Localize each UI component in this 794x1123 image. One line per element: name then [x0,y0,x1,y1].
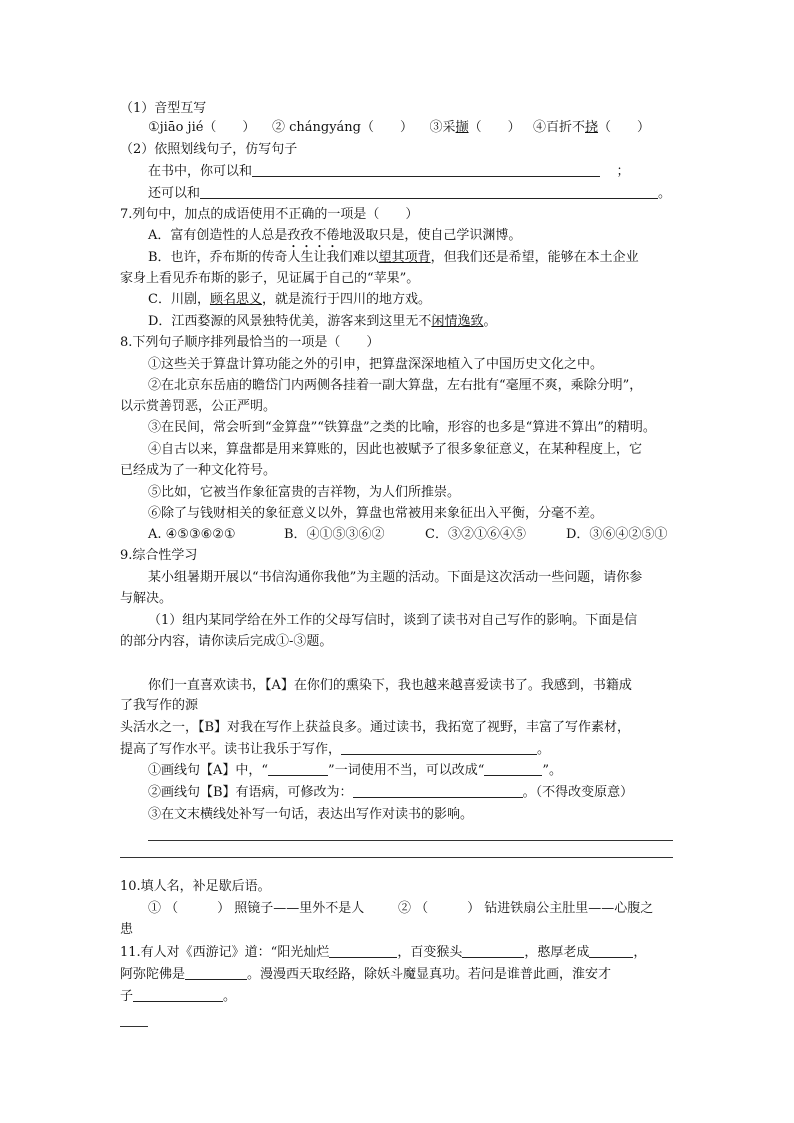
q9-part1-cont: 的部分内容，请你读后完成①-③题。 [120,634,333,649]
q6-sub1-title: （1）音型互写 [120,101,207,116]
q7-option-a [148,227,521,251]
q6-item-4-blank: （ ） [598,120,651,135]
q8-sentence-2: ②在北京东岳庙的瞻岱门内两侧各挂着一副大算盘，左右批有“毫厘不爽，乘除分明”， [148,378,643,393]
q11-blank-4[interactable] [185,966,247,980]
q6-item-4-underlined: 挠 [585,120,599,135]
q7-c-rest: ，就是流行于四川的地方戏。 [261,292,431,307]
q11-line3 [120,988,236,1006]
q9-qa-blank-1[interactable] [268,762,328,776]
q11-blank-1[interactable] [329,944,397,958]
q9-qa-text2: ”一词使用不当，可以改成“ [328,763,485,778]
q9-part1: （1）组内某同学给在外工作的父母写信时，谈到了读书对自己写作的影响。下面是信 [148,613,638,628]
q10-item-1: ① （ ） 照镜子——里外不是人 [148,901,365,916]
q11-blank-2[interactable] [462,944,524,958]
q11-line1 [120,944,646,962]
q7-option-b-cont: 家身上看见乔布斯的影子，见证属于自己的“苹果”。 [120,271,420,286]
q7-b-text: B．也许，乔布斯的传奇人生让我们难以 [148,250,379,265]
q11-l2-b: 。漫漫西天取经路，除妖斗魔显真功。若问是谁普此画，淮安才 [247,967,612,982]
q8-stem: 8.下列句子顺序排列最恰当的一项是（ ） [120,335,380,350]
q9-question-b [148,784,633,802]
q8-sentence-3: ③在民间，常会听到“金算盘”“铁算盘”之类的比喻，形容的也多是“算进不算出”的精明。 [148,420,656,435]
q6-line1-blank[interactable] [252,163,600,177]
q9-qa-end: ”。 [542,763,562,778]
q8-option-a: A. ④⑤③⑥②① [148,527,236,542]
q7-d-text: D．江西婺源的风景独特优美，游客来到这里无不 [148,314,432,329]
q9-intro-cont: 与解决。 [120,591,173,606]
q11-l1-a: 11.有人对《西游记》道：“阳光灿烂 [120,945,330,960]
q11-l1-d: ， [633,945,647,960]
q6-line1-prefix: 在书中，你可以和 [148,164,253,179]
q7-option-b [148,249,639,267]
q10-stem: 10.填人名，补足歇后语。 [120,879,271,894]
q7-option-c [148,291,431,309]
q7-a-idiom: 孜孜不倦 [287,228,340,243]
q9-letter4-end: 。 [537,742,551,757]
q9-qa-blank-2[interactable] [484,762,542,776]
q7-d-idiom: 闲情逸致 [431,314,484,329]
q9-letter-line1: 你们一直喜欢读书，【A】在你们的熏染下，我也越来越喜爱读书了。我感到，书籍成 [148,678,632,693]
q7-d-rest: 。 [483,314,497,329]
q6-line2-prefix: 还可以和 [148,186,201,201]
q7-c-text: C．川剧， [148,292,210,307]
q9-qb-blank[interactable] [353,784,523,798]
q6-line1 [148,163,630,181]
q10-item-2-cont: 患 [120,922,134,937]
q6-line2-end: 。 [658,186,672,201]
q6-item-3-underlined: 撷 [455,120,469,135]
q6-line2 [148,185,671,203]
q11-l3-b: 。 [223,989,237,1004]
q11-l3-a: 子 [120,989,134,1004]
q7-b-idiom: 望其项背 [378,250,431,265]
q7-c-idiom: 顾名思义 [209,292,262,307]
q9-letter-blank[interactable] [341,741,537,755]
q9-qb-end: 。（不得改变原意） [522,785,634,800]
q6-line1-end: ； [616,164,630,179]
q9-letter-line3: 头活水之一，【B】对我在写作上获益良多。通过读书，我拓宽了视野，丰富了写作素材， [120,720,631,735]
q7-stem: 7.列句中，加点的成语使用不正确的一项是（ ） [120,207,419,222]
q8-option-c: C．③②①⑥④⑤ [425,527,526,542]
q10-item-2: ② （ ） 钻进铁扇公主肚里——心腹之 [398,901,654,916]
q8-option-b: B．④①⑤③⑥② [284,527,385,542]
q7-a-text: A．富有创造性的人总是 [148,228,288,243]
q6-item-4: ④百折不 [532,120,585,135]
q11-l1-b: ，百变猴头 [397,945,463,960]
q6-item-2: ② chángyáng（ ） [271,120,413,135]
q6-sub1-items [148,119,650,137]
q9-qb-text: ②画线句【B】有语病，可修改为： [148,785,353,800]
q7-b-rest: ，但我们还是希望，能够在本土企业 [430,250,639,265]
q8-option-d: D．③⑥④②⑤① [566,527,668,542]
q9-letter4-text: 提高了写作水平。读书让我乐于写作， [120,742,342,757]
q11-line2 [120,966,611,984]
q6-item-1: ①jiāo jié（ ） [148,120,256,135]
q8-sentence-4: ④自古以来，算盘都是用来算账的，因此也被赋予了很多象征意义，在某种程度上，它 [148,442,643,457]
q11-blank-5[interactable] [133,988,223,1002]
q9-question-a [148,762,562,780]
q9-letter-line2: 了我写作的源 [120,698,199,713]
q6-item-3: ③采 [429,120,456,135]
q9-qa-text: ①画线句【A】中，“ [148,763,269,778]
q9-answer-line-1[interactable] [148,840,673,841]
q6-line2-blank[interactable] [200,185,658,199]
q9-stem: 9.综合性学习 [120,548,198,563]
q8-sentence-5: ⑤比如，它被当作象征富贵的吉祥物，为人们所推崇。 [148,485,461,500]
q9-intro: 某小组暑期开展以“书信沟通你我他”为主题的活动。下面是这次活动一些问题，请你参 [148,570,643,585]
q6-item-3-blank: （ ） [468,120,521,135]
q8-sentence-2-cont: 以示赏善罚恶，公正严明。 [120,399,277,414]
q11-l2-a: 阿弥陀佛是 [120,967,186,982]
q7-a-rest: 地汲取只是，使自己学识渊博。 [339,228,522,243]
q9-question-c: ③在文末横线处补写一句话，表达出写作对读书的影响。 [148,807,474,822]
q8-sentence-1: ①这些关于算盘计算功能之外的引申，把算盘深深地植入了中国历史文化之中。 [148,357,604,372]
q8-sentence-4-cont: 已经成为了一种文化符号。 [120,463,277,478]
q11-l1-c: ，憨厚老成 [524,945,590,960]
q11-blank-3[interactable] [589,944,633,958]
page-footer-rule [120,1026,148,1027]
q9-answer-line-2[interactable] [120,857,673,858]
q9-letter-line4 [120,741,550,759]
q7-option-d [148,313,496,331]
q8-sentence-6: ⑥除了与钱财相关的象征意义以外，算盘也常被用来象征出入平衡，分毫不差。 [148,506,604,521]
q6-sub2-title: （2）依照划线句子，仿写句子 [120,142,298,157]
